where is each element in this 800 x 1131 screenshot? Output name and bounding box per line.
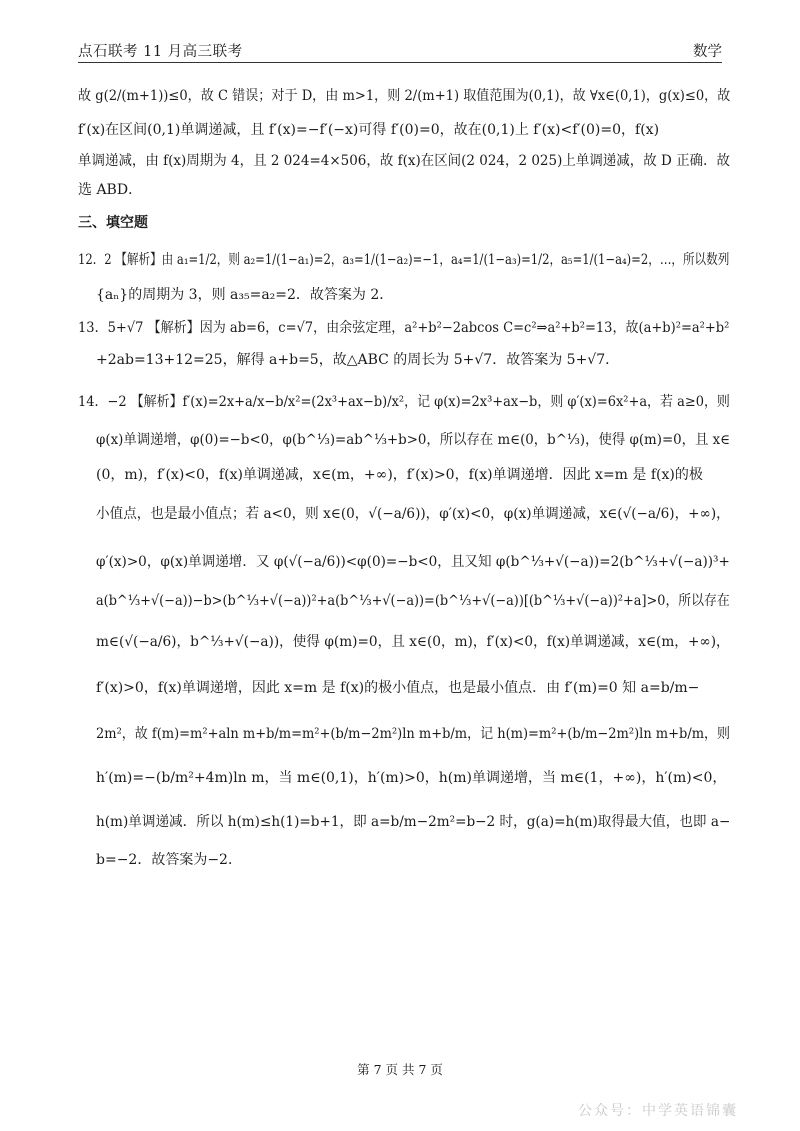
answer-12-line: 12．2 【解析】由 a₁=1/2，则 a₂=1/(1−a₁)=2，a₃=1/(1−a₂)=−1，a₄=1/(1−a₃)=1/2，a₅=1/(1−a₄)=2，…，所以数列 [78, 252, 730, 268]
answer-14-line: 2m²，故 f(m)=m²+aln m+b/m=m²+(b/m−2m²)ln m+b/m，记 h(m)=m²+(b/m−2m²)ln m+b/m，则 [96, 726, 731, 742]
answer-14-line: f′(x)>0，f(x)单调递增，因此 x=m 是 f(x)的极小值点，也是最小值点．由 f′(m)=0 知 a=b/m− [96, 680, 700, 696]
text-line: f′(x)在区间(0,1)单调递减，且 f′(x)=−f′(−x)可得 f′(0)=0，故在(0,1)上 f′(x)<f′(0)=0，f(x) [78, 122, 660, 138]
answer-14-line: m∈(√(−a/6)，b^⅓+√(−a))，使得 φ(m)=0，且 x∈(0，m)，f′(x)<0，f(x)单调递减，x∈(m，+∞)， [96, 634, 730, 650]
text-line: 单调递减，由 f(x)周期为 4，且 2 024=4×506，故 f(x)在区间(2 024，2 025)上单调递减，故 D 正确．故 [78, 153, 731, 169]
answer-14-line: φ(x)单调递增，φ(0)=−b<0，φ(b^⅓)=ab^⅓+b>0，所以存在 m∈(0，b^⅓)，使得 φ(m)=0，且 x∈ [96, 432, 731, 448]
answer-14-line: h′(m)=−(b/m²+4m)ln m，当 m∈(0,1)，h′(m)>0，h(m)单调递增，当 m∈(1，+∞)，h′(m)<0， [96, 770, 727, 786]
page-number: 第 7 页 共 7 页 [357, 1062, 443, 1077]
section-title: 三、填空题 [78, 215, 148, 231]
page-header [78, 36, 722, 63]
answer-14-line: b=−2．故答案为−2． [96, 852, 242, 868]
watermark: 公众号：中学英语锦囊 [578, 1103, 738, 1119]
text-line: 故 g(2/(m+1))≤0，故 C 错误；对于 D，由 m>1，则 2/(m+1) 取值范围为(0,1)，故 ∀x∈(0,1)，g(x)≤0，故 [78, 88, 731, 104]
answer-12-line: {aₙ}的周期为 3，则 a₃₅=a₂=2．故答案为 2． [96, 287, 394, 303]
answer-13-line: 13．5+√7 【解析】因为 ab=6，c=√7，由余弦定理，a²+b²−2abcos C=c²⇒a²+b²=13，故(a+b)²=a²+b² [78, 320, 730, 336]
answer-14-line: 14．−2 【解析】f′(x)=2x+a/x−b/x²=(2x³+ax−b)/x²，记 φ(x)=2x³+ax−b，则 φ′(x)=6x²+a，若 a≥0，则 [78, 394, 730, 410]
answer-14-line: a(b^⅓+√(−a))−b>(b^⅓+√(−a))²+a(b^⅓+√(−a))=(b^⅓+√(−a))[(b^⅓+√(−a))²+a]>0，所以存在 [96, 593, 730, 609]
answer-14-line: 小值点，也是最小值点；若 a<0，则 x∈(0，√(−a/6))，φ′(x)<0，φ(x)单调递减，x∈(√(−a/6)，+∞)， [96, 506, 730, 522]
answer-13-line: +2ab=13+12=25，解得 a+b=5，故△ABC 的周长为 5+√7．故答案为 5+√7． [96, 352, 620, 368]
answer-14-line: (0，m)，f′(x)<0，f(x)单调递减，x∈(m，+∞)，f′(x)>0，f(x)单调递增．因此 x=m 是 f(x)的极 [96, 467, 703, 483]
subject-label: 数学 [693, 44, 722, 60]
answer-14-line: h(m)单调递减．所以 h(m)≤h(1)=b+1，即 a=b/m−2m²=b−2 时，g(a)=h(m)取得最大值，也即 a− [96, 814, 731, 830]
answer-14-line: φ′(x)>0，φ(x)单调递增．又 φ(√(−a/6))<φ(0)=−b<0，且又知 φ(b^⅓+√(−a))=2(b^⅓+√(−a))³+ [96, 554, 730, 570]
text-line: 选 ABD． [78, 182, 143, 198]
exam-title: 点石联考 11 月高三联考 [78, 44, 243, 60]
